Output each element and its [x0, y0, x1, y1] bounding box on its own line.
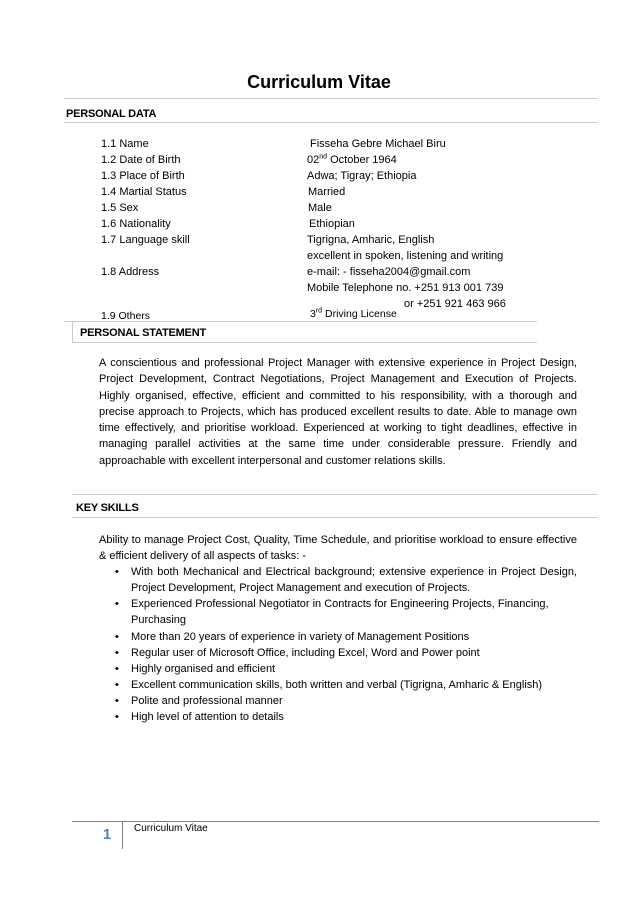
- place-of-birth-value: Adwa; Tigray; Ethiopia: [307, 170, 417, 182]
- marital-status-label: 1.4 Martial Status: [101, 186, 187, 198]
- dob-day: 02: [307, 154, 320, 166]
- section-rule: [64, 98, 597, 99]
- bullet-icon: •: [115, 566, 119, 579]
- key-skills-list: [99, 564, 577, 725]
- sex-value: Male: [308, 202, 332, 214]
- dob-value: [307, 154, 397, 166]
- language-label: 1.7 Language skill: [101, 234, 190, 246]
- document-title: Curriculum Vitae: [247, 72, 391, 92]
- list-item-text: Highly organised and efficient: [131, 662, 276, 675]
- dob-month-year: October 1964: [327, 154, 397, 166]
- bullet-icon: •: [115, 711, 119, 724]
- name-value: Fisseha Gebre Michael Biru: [310, 138, 446, 150]
- bullet-icon: •: [115, 630, 119, 643]
- list-item-text: Experienced Professional Negotiator in Contracts for Engineering Projects, Financing, Purchasing: [131, 598, 549, 627]
- section-rule: [64, 122, 597, 123]
- license-class: 3: [310, 308, 316, 320]
- language-value: Tigrigna, Amharic, English: [307, 234, 435, 246]
- bullet-icon: •: [115, 598, 119, 611]
- mobile-value: Mobile Telephone no. +251 913 001 739: [307, 282, 504, 294]
- dob-day-suffix: nd: [319, 153, 328, 161]
- others-label: 1.9 Others: [101, 310, 151, 322]
- key-skills-heading: KEY SKILLS: [76, 502, 139, 514]
- key-skills-block: [99, 532, 577, 725]
- personal-statement-heading: PERSONAL STATEMENT: [80, 327, 206, 339]
- list-item: [115, 661, 577, 677]
- name-label: 1.1 Name: [101, 138, 149, 150]
- footer-title: Curriculum Vitae: [134, 823, 208, 834]
- nationality-value: Ethiopian: [309, 218, 355, 230]
- sex-label: 1.5 Sex: [101, 202, 139, 214]
- personal-statement-text: A conscientious and professional Project Manager with extensive experience in Project Design, Project Development, Contract Negotiations, Project Management and Execution of Projects. Highly organised, effective, efficient and committed to his responsibility, with a thorough and precise approach to Projects, which has produced excellent results to date. Able to manage own time effectively, and prioritise workload. Experienced at working to tight deadlines, effective in managing parallel activities at the same time under considerable pressure. Friendly and approachable with excellent interpersonal and customer relations skills.: [99, 357, 577, 467]
- list-item-text: More than 20 years of experience in variety of Management Positions: [131, 630, 470, 643]
- section-rule: [72, 342, 537, 343]
- list-item: [115, 677, 577, 693]
- bullet-icon: •: [115, 662, 119, 675]
- license-class-suffix: rd: [315, 307, 323, 315]
- section-rule: [64, 321, 537, 322]
- footer-divider: [122, 821, 123, 849]
- section-rule: [72, 517, 597, 518]
- footer-rule: [72, 821, 599, 822]
- dob-label: 1.2 Date of Birth: [101, 154, 181, 166]
- bullet-icon: •: [115, 678, 119, 691]
- list-item: [115, 564, 577, 596]
- list-item: [115, 629, 577, 645]
- language-detail: excellent in spoken, listening and writing: [307, 250, 504, 262]
- list-item-text: With both Mechanical and Electrical background; extensive experience in Project Design, Project Development, Project Management and execution of Projects.: [131, 566, 577, 595]
- list-item: [115, 596, 577, 628]
- list-item-text: Regular user of Microsoft Office, including Excel, Word and Power point: [131, 646, 480, 659]
- section-rule: [72, 494, 597, 495]
- email-value: e-mail: - fisseha2004@gmail.com: [307, 266, 471, 278]
- place-of-birth-label: 1.3 Place of Birth: [101, 170, 185, 182]
- mobile-value-2: or +251 921 463 966: [404, 298, 506, 310]
- license-text: Driving License: [322, 308, 397, 320]
- nationality-label: 1.6 Nationality: [101, 218, 171, 230]
- bullet-icon: •: [115, 646, 119, 659]
- personal-data-heading: PERSONAL DATA: [66, 108, 157, 120]
- section-rule-vertical: [72, 321, 73, 342]
- list-item-text: Excellent communication skills, both written and verbal (Tigrigna, Amharic & English): [131, 678, 543, 691]
- key-skills-intro: Ability to manage Project Cost, Quality, Time Schedule, and prioritise workload to ensure effective & efficient delivery of all aspects of tasks: -: [99, 534, 577, 563]
- marital-status-value: Married: [308, 186, 346, 198]
- list-item: [115, 645, 577, 661]
- bullet-icon: •: [115, 694, 119, 707]
- address-label: 1.8 Address: [101, 266, 160, 278]
- page-number: 1: [102, 826, 112, 843]
- others-value: [310, 308, 397, 320]
- list-item: [115, 693, 577, 709]
- list-item-text: High level of attention to details: [131, 711, 284, 724]
- list-item: [115, 709, 577, 725]
- list-item-text: Polite and professional manner: [131, 694, 283, 707]
